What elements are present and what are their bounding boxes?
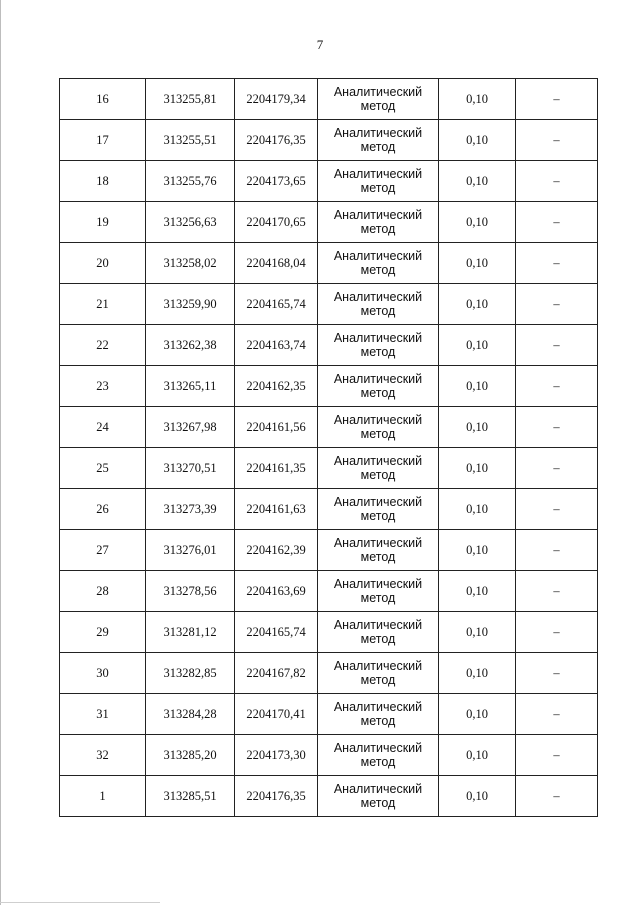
x-coordinate-cell: 313276,01 xyxy=(146,530,235,571)
method-label-line2: метод xyxy=(360,427,396,441)
method-label-line1: Аналитический xyxy=(333,372,423,386)
y-coordinate-cell: 2204179,34 xyxy=(235,79,318,120)
x-coordinate-cell: 313270,51 xyxy=(146,448,235,489)
x-coordinate-cell: 313285,51 xyxy=(146,776,235,817)
note-cell: – xyxy=(516,448,598,489)
table-row xyxy=(60,120,598,161)
table-row xyxy=(60,366,598,407)
method-cell xyxy=(318,284,439,325)
table-body xyxy=(60,79,598,817)
method-label-line2: метод xyxy=(360,714,396,728)
method-label-line1: Аналитический xyxy=(333,700,423,714)
coordinates-table xyxy=(59,78,598,817)
table-row xyxy=(60,161,598,202)
point-number-cell: 26 xyxy=(60,489,146,530)
x-coordinate-cell: 313258,02 xyxy=(146,243,235,284)
method-label-line2: метод xyxy=(360,550,396,564)
point-number-cell: 18 xyxy=(60,161,146,202)
point-number-cell: 25 xyxy=(60,448,146,489)
y-coordinate-cell: 2204165,74 xyxy=(235,612,318,653)
note-cell: – xyxy=(516,489,598,530)
table-row xyxy=(60,284,598,325)
table-row xyxy=(60,694,598,735)
x-coordinate-cell: 313278,56 xyxy=(146,571,235,612)
point-number-cell: 27 xyxy=(60,530,146,571)
method-cell xyxy=(318,120,439,161)
method-label-line2: метод xyxy=(360,796,396,810)
precision-cell: 0,10 xyxy=(439,694,516,735)
method-label-line1: Аналитический xyxy=(333,536,423,550)
y-coordinate-cell: 2204161,56 xyxy=(235,407,318,448)
y-coordinate-cell: 2204163,74 xyxy=(235,325,318,366)
point-number-cell: 17 xyxy=(60,120,146,161)
method-cell xyxy=(318,735,439,776)
note-cell: – xyxy=(516,243,598,284)
point-number-cell: 24 xyxy=(60,407,146,448)
method-label-line2: метод xyxy=(360,140,396,154)
scan-bottom-edge xyxy=(0,902,160,903)
note-cell: – xyxy=(516,694,598,735)
point-number-cell: 31 xyxy=(60,694,146,735)
table-row xyxy=(60,653,598,694)
method-label-line2: метод xyxy=(360,673,396,687)
y-coordinate-cell: 2204163,69 xyxy=(235,571,318,612)
method-cell xyxy=(318,448,439,489)
table-row xyxy=(60,202,598,243)
y-coordinate-cell: 2204165,74 xyxy=(235,284,318,325)
y-coordinate-cell: 2204173,30 xyxy=(235,735,318,776)
x-coordinate-cell: 313255,81 xyxy=(146,79,235,120)
precision-cell: 0,10 xyxy=(439,366,516,407)
page-number: 7 xyxy=(316,37,324,52)
point-number-cell: 20 xyxy=(60,243,146,284)
method-label-line2: метод xyxy=(360,386,396,400)
method-label-line1: Аналитический xyxy=(333,126,423,140)
point-number-cell: 28 xyxy=(60,571,146,612)
method-label-line1: Аналитический xyxy=(333,85,423,99)
method-cell xyxy=(318,243,439,284)
precision-cell: 0,10 xyxy=(439,489,516,530)
note-cell: – xyxy=(516,776,598,817)
y-coordinate-cell: 2204173,65 xyxy=(235,161,318,202)
precision-cell: 0,10 xyxy=(439,612,516,653)
table-row xyxy=(60,530,598,571)
precision-cell: 0,10 xyxy=(439,571,516,612)
note-cell: – xyxy=(516,366,598,407)
x-coordinate-cell: 313262,38 xyxy=(146,325,235,366)
point-number-cell: 23 xyxy=(60,366,146,407)
method-label-line1: Аналитический xyxy=(333,577,423,591)
method-label-line1: Аналитический xyxy=(333,290,423,304)
table-row xyxy=(60,325,598,366)
scan-left-edge xyxy=(0,0,1,905)
note-cell: – xyxy=(516,735,598,776)
x-coordinate-cell: 313273,39 xyxy=(146,489,235,530)
y-coordinate-cell: 2204167,82 xyxy=(235,653,318,694)
method-cell xyxy=(318,530,439,571)
y-coordinate-cell: 2204170,65 xyxy=(235,202,318,243)
method-label-line1: Аналитический xyxy=(333,331,423,345)
table-row xyxy=(60,735,598,776)
note-cell: – xyxy=(516,530,598,571)
precision-cell: 0,10 xyxy=(439,79,516,120)
precision-cell: 0,10 xyxy=(439,448,516,489)
point-number-cell: 19 xyxy=(60,202,146,243)
precision-cell: 0,10 xyxy=(439,653,516,694)
note-cell: – xyxy=(516,653,598,694)
method-cell xyxy=(318,571,439,612)
x-coordinate-cell: 313282,85 xyxy=(146,653,235,694)
method-cell xyxy=(318,489,439,530)
precision-cell: 0,10 xyxy=(439,161,516,202)
note-cell: – xyxy=(516,79,598,120)
method-label-line2: метод xyxy=(360,468,396,482)
y-coordinate-cell: 2204170,41 xyxy=(235,694,318,735)
method-label-line1: Аналитический xyxy=(333,659,423,673)
precision-cell: 0,10 xyxy=(439,735,516,776)
x-coordinate-cell: 313284,28 xyxy=(146,694,235,735)
table-row xyxy=(60,776,598,817)
method-cell xyxy=(318,325,439,366)
note-cell: – xyxy=(516,284,598,325)
y-coordinate-cell: 2204161,63 xyxy=(235,489,318,530)
note-cell: – xyxy=(516,571,598,612)
method-label-line2: метод xyxy=(360,591,396,605)
method-label-line1: Аналитический xyxy=(333,249,423,263)
method-label-line2: метод xyxy=(360,263,396,277)
point-number-cell: 16 xyxy=(60,79,146,120)
table-row xyxy=(60,571,598,612)
note-cell: – xyxy=(516,407,598,448)
y-coordinate-cell: 2204162,35 xyxy=(235,366,318,407)
table-row xyxy=(60,243,598,284)
method-cell xyxy=(318,79,439,120)
method-cell xyxy=(318,202,439,243)
precision-cell: 0,10 xyxy=(439,202,516,243)
x-coordinate-cell: 313267,98 xyxy=(146,407,235,448)
method-cell xyxy=(318,407,439,448)
point-number-cell: 1 xyxy=(60,776,146,817)
table-row xyxy=(60,448,598,489)
method-label-line2: метод xyxy=(360,509,396,523)
method-label-line1: Аналитический xyxy=(333,167,423,181)
method-label-line2: метод xyxy=(360,345,396,359)
y-coordinate-cell: 2204162,39 xyxy=(235,530,318,571)
precision-cell: 0,10 xyxy=(439,120,516,161)
method-cell xyxy=(318,776,439,817)
note-cell: – xyxy=(516,120,598,161)
method-label-line1: Аналитический xyxy=(333,413,423,427)
method-cell xyxy=(318,161,439,202)
point-number-cell: 22 xyxy=(60,325,146,366)
point-number-cell: 21 xyxy=(60,284,146,325)
y-coordinate-cell: 2204176,35 xyxy=(235,120,318,161)
method-label-line2: метод xyxy=(360,755,396,769)
precision-cell: 0,10 xyxy=(439,530,516,571)
method-label-line2: метод xyxy=(360,304,396,318)
precision-cell: 0,10 xyxy=(439,776,516,817)
method-label-line1: Аналитический xyxy=(333,782,423,796)
precision-cell: 0,10 xyxy=(439,243,516,284)
table-row xyxy=(60,612,598,653)
y-coordinate-cell: 2204161,35 xyxy=(235,448,318,489)
note-cell: – xyxy=(516,202,598,243)
method-cell xyxy=(318,653,439,694)
method-label-line1: Аналитический xyxy=(333,454,423,468)
method-label-line1: Аналитический xyxy=(333,495,423,509)
table-row xyxy=(60,79,598,120)
point-number-cell: 30 xyxy=(60,653,146,694)
note-cell: – xyxy=(516,612,598,653)
precision-cell: 0,10 xyxy=(439,284,516,325)
point-number-cell: 29 xyxy=(60,612,146,653)
note-cell: – xyxy=(516,161,598,202)
method-label-line1: Аналитический xyxy=(333,741,423,755)
method-label-line2: метод xyxy=(360,632,396,646)
method-label-line2: метод xyxy=(360,99,396,113)
y-coordinate-cell: 2204168,04 xyxy=(235,243,318,284)
point-number-cell: 32 xyxy=(60,735,146,776)
method-cell xyxy=(318,612,439,653)
precision-cell: 0,10 xyxy=(439,325,516,366)
x-coordinate-cell: 313265,11 xyxy=(146,366,235,407)
method-label-line1: Аналитический xyxy=(333,208,423,222)
x-coordinate-cell: 313285,20 xyxy=(146,735,235,776)
method-label-line2: метод xyxy=(360,222,396,236)
method-cell xyxy=(318,366,439,407)
method-cell xyxy=(318,694,439,735)
table-row xyxy=(60,489,598,530)
x-coordinate-cell: 313259,90 xyxy=(146,284,235,325)
precision-cell: 0,10 xyxy=(439,407,516,448)
y-coordinate-cell: 2204176,35 xyxy=(235,776,318,817)
x-coordinate-cell: 313255,76 xyxy=(146,161,235,202)
x-coordinate-cell: 313281,12 xyxy=(146,612,235,653)
x-coordinate-cell: 313255,51 xyxy=(146,120,235,161)
table-row xyxy=(60,407,598,448)
note-cell: – xyxy=(516,325,598,366)
x-coordinate-cell: 313256,63 xyxy=(146,202,235,243)
method-label-line1: Аналитический xyxy=(333,618,423,632)
method-label-line2: метод xyxy=(360,181,396,195)
